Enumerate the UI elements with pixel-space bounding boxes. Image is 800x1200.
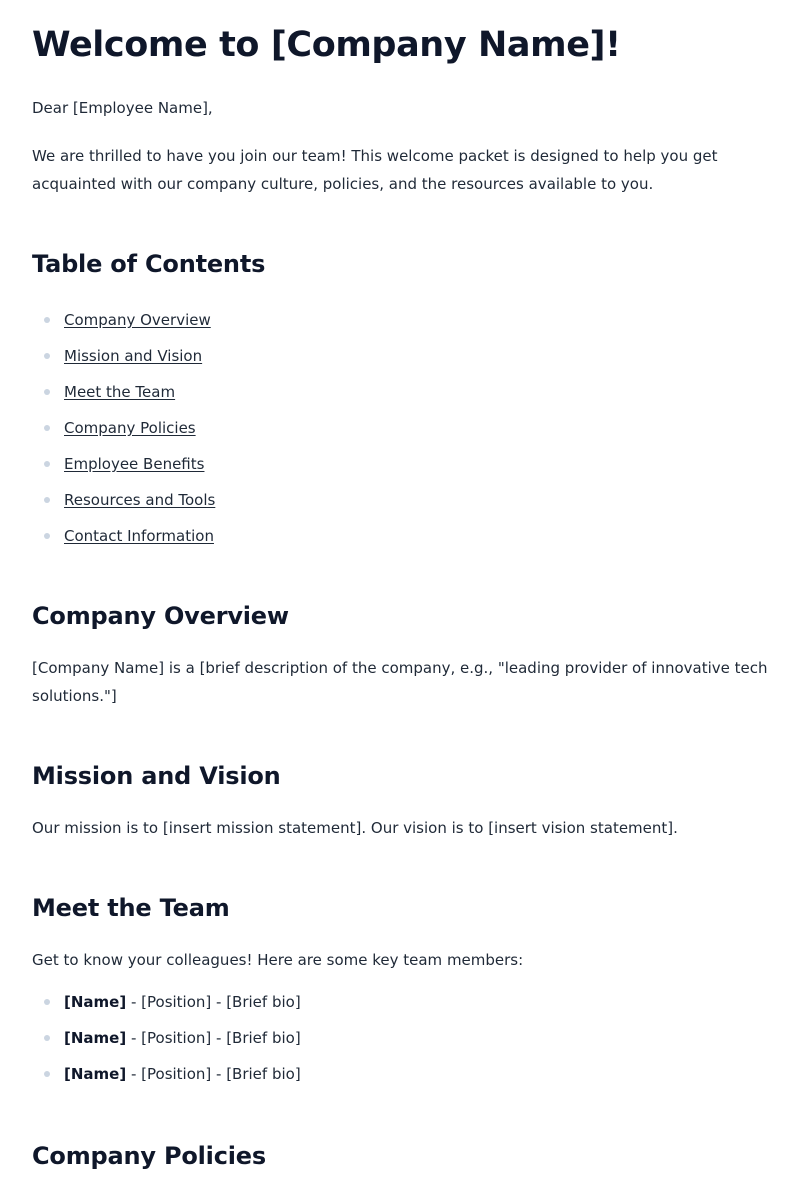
team-member-item xyxy=(32,1020,768,1056)
bullet-icon xyxy=(44,497,50,503)
page-title: Welcome to [Company Name]! xyxy=(32,25,621,65)
intro-paragraph: We are thrilled to have you join our team! This welcome packet is designed to help you get acquainted with our company culture, policies, and the resources available to you. xyxy=(32,147,718,193)
team-member-item xyxy=(32,1056,768,1092)
bullet-icon xyxy=(44,533,50,539)
greeting: Dear [Employee Name], xyxy=(32,99,213,117)
toc-list xyxy=(32,302,768,554)
mission-vision-text: Our mission is to [insert mission statement]. Our vision is to [insert vision statement]. xyxy=(32,819,678,837)
bullet-icon xyxy=(44,317,50,323)
team-member-item xyxy=(32,984,768,1020)
bullet-icon xyxy=(44,425,50,431)
company-overview-text: [Company Name] is a [brief description of the company, e.g., "leading provider of innovative tech solutions."] xyxy=(32,659,768,705)
toc-item xyxy=(32,374,768,410)
member-details: - [Position] - [Brief bio] xyxy=(126,1065,301,1083)
company-overview-heading: Company Overview xyxy=(32,602,289,630)
toc-item xyxy=(32,482,768,518)
toc-item xyxy=(32,518,768,554)
bullet-icon xyxy=(44,1071,50,1077)
toc-link-employee-benefits[interactable]: Employee Benefits xyxy=(64,455,205,473)
toc-item xyxy=(32,446,768,482)
toc-link-company-policies[interactable]: Company Policies xyxy=(64,419,196,437)
team-member-list xyxy=(32,984,768,1092)
member-details: - [Position] - [Brief bio] xyxy=(126,1029,301,1047)
toc-link-mission-vision[interactable]: Mission and Vision xyxy=(64,347,203,365)
bullet-icon xyxy=(44,389,50,395)
member-name: [Name] xyxy=(64,1029,127,1047)
toc-heading: Table of Contents xyxy=(32,250,266,278)
toc-item xyxy=(32,338,768,374)
bullet-icon xyxy=(44,461,50,467)
toc-link-contact-information[interactable]: Contact Information xyxy=(64,527,214,545)
toc-item xyxy=(32,302,768,338)
meet-team-heading: Meet the Team xyxy=(32,894,230,922)
bullet-icon xyxy=(44,999,50,1005)
member-name: [Name] xyxy=(64,1065,127,1083)
toc-link-resources-tools[interactable]: Resources and Tools xyxy=(64,491,216,509)
mission-vision-heading: Mission and Vision xyxy=(32,762,281,790)
bullet-icon xyxy=(44,353,50,359)
toc-link-company-overview[interactable]: Company Overview xyxy=(64,311,211,329)
member-details: - [Position] - [Brief bio] xyxy=(126,993,301,1011)
company-policies-heading: Company Policies xyxy=(32,1142,266,1170)
member-name: [Name] xyxy=(64,993,127,1011)
bullet-icon xyxy=(44,1035,50,1041)
toc-item xyxy=(32,410,768,446)
toc-link-meet-team[interactable]: Meet the Team xyxy=(64,383,176,401)
team-intro-text: Get to know your colleagues! Here are some key team members: xyxy=(32,951,524,969)
